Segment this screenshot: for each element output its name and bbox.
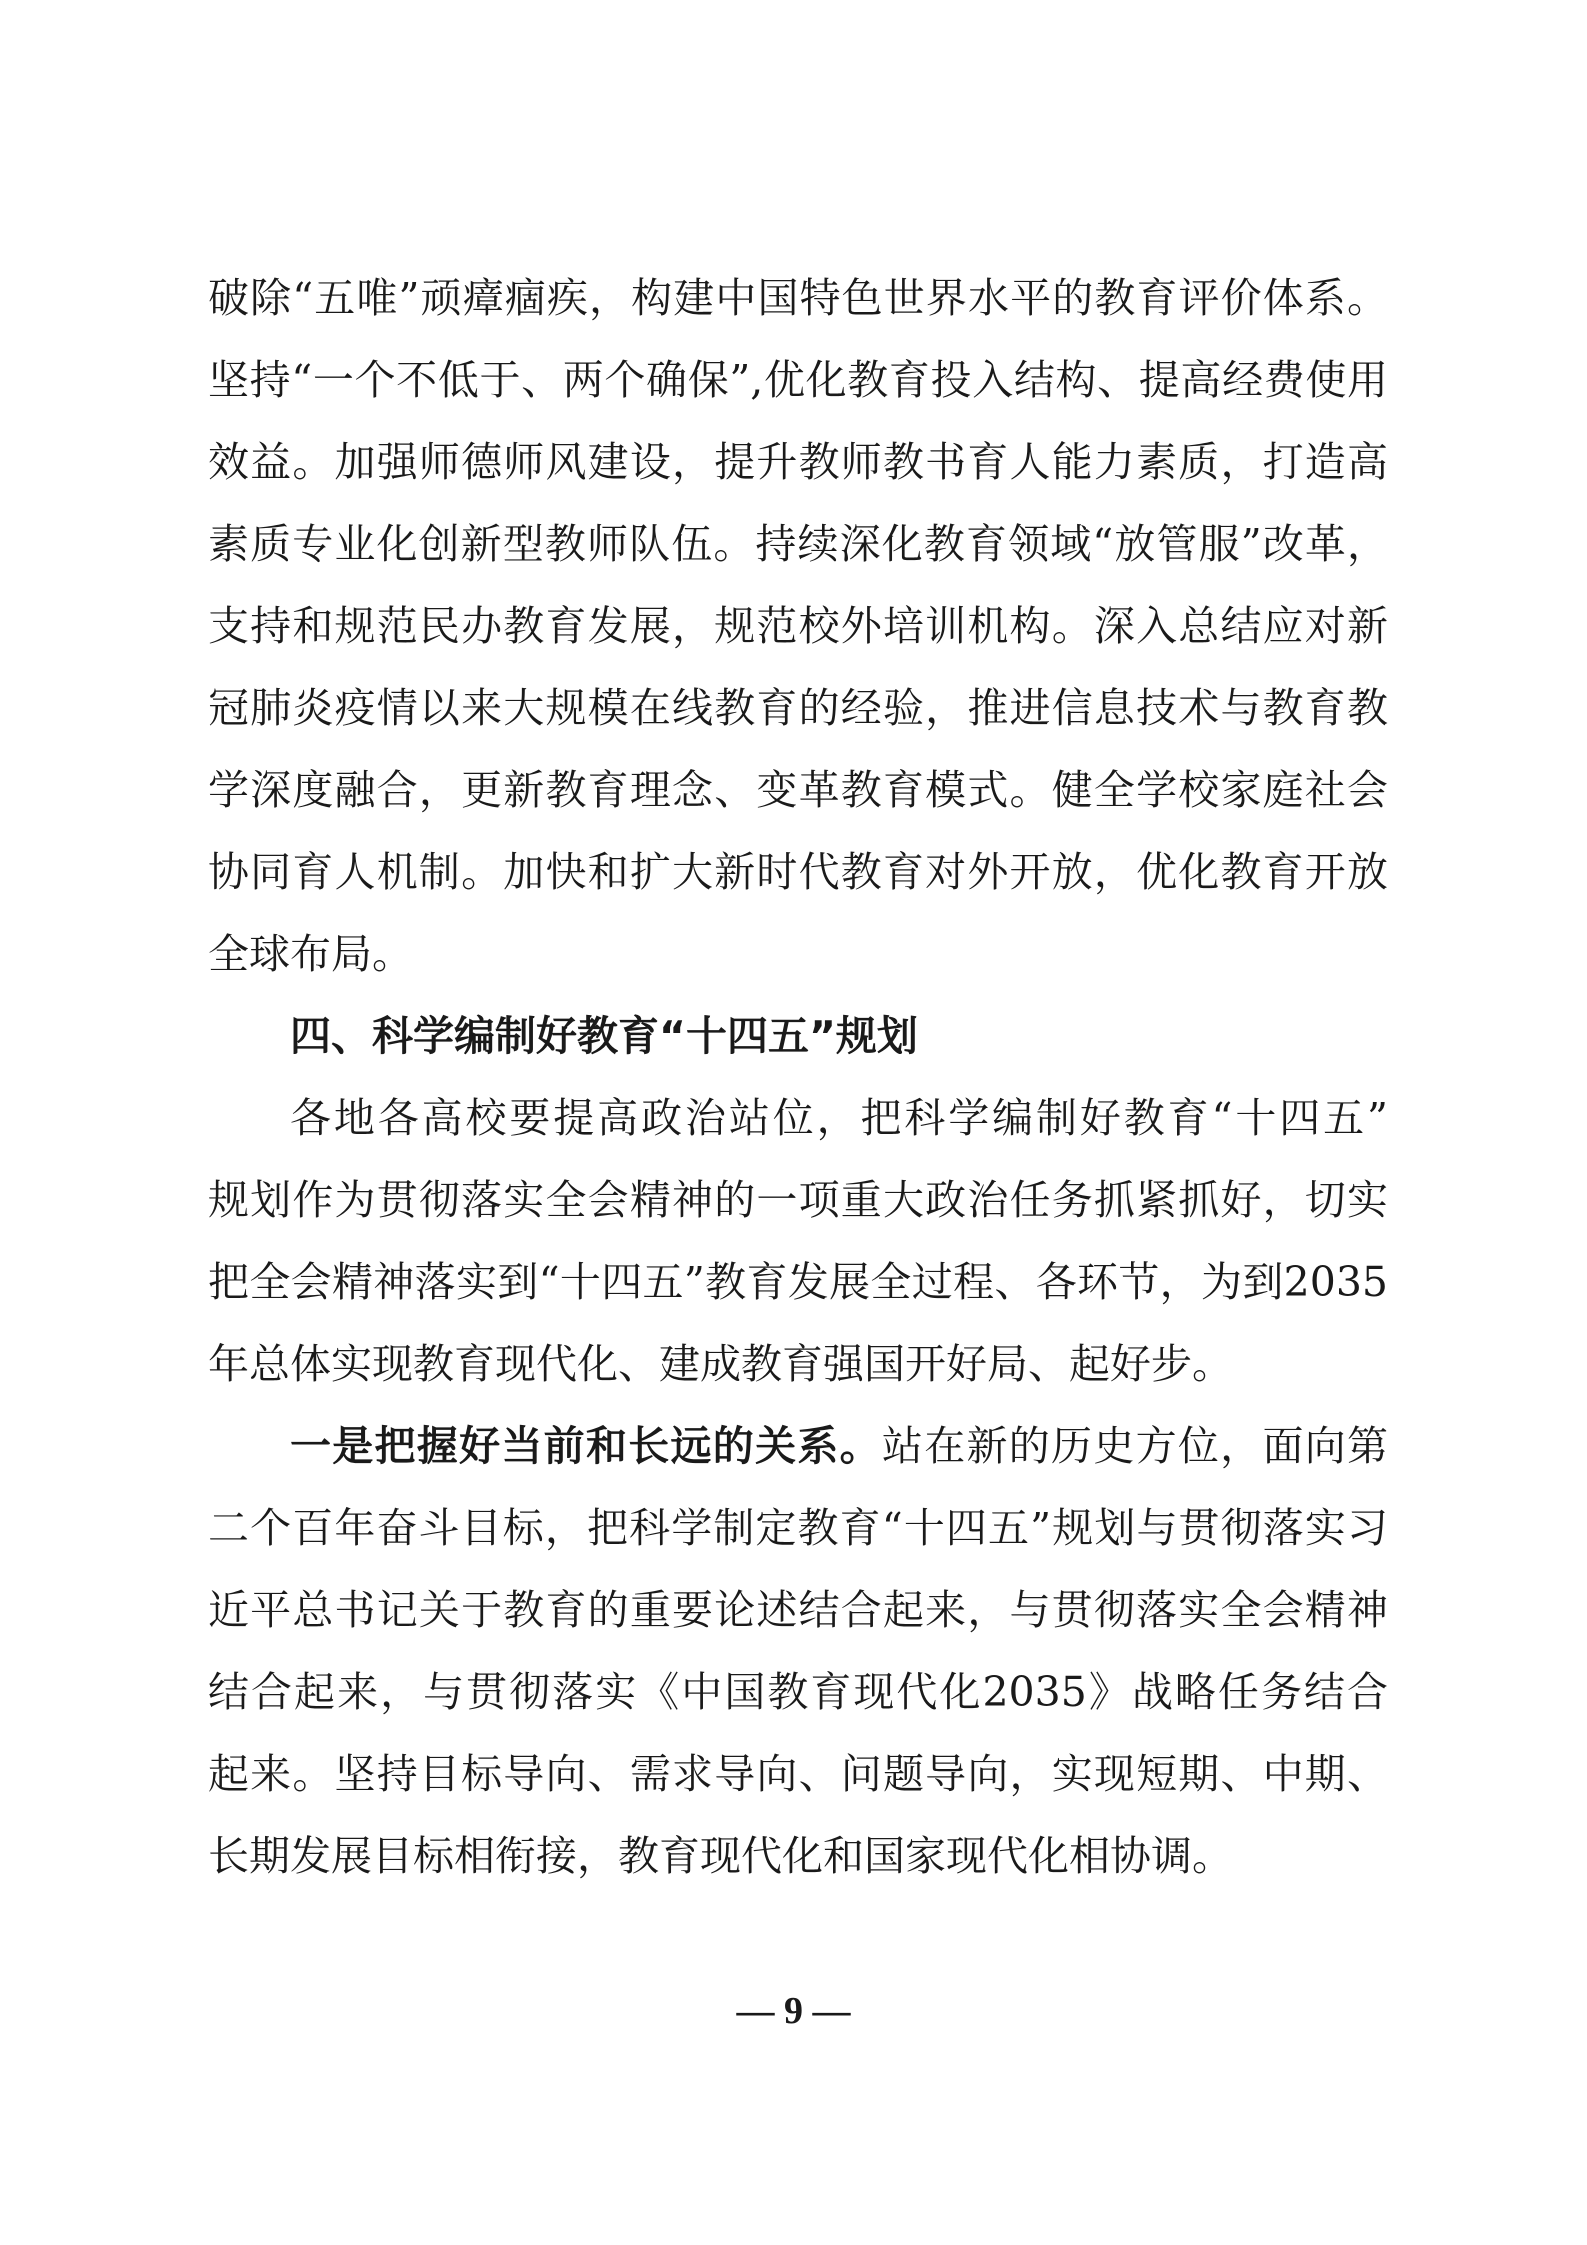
body-text-line: 学深度融合，更新教育理念、变革教育模式。健全学校家庭社会 (208, 766, 1388, 814)
body-text-line: 二个百年奋斗目标，把科学制定教育“十四五”规划与贯彻落实习 (208, 1504, 1388, 1552)
body-text-line: 近平总书记关于教育的重要论述结合起来，与贯彻落实全会精神 (208, 1586, 1388, 1634)
body-text-line: 把全会精神落实到“十四五”教育发展全过程、各环节，为到2035 (208, 1258, 1388, 1306)
body-text-line: 全球布局。 (208, 930, 413, 978)
body-text-line: 坚持“一个不低于、两个确保”,优化教育投入结构、提高经费使用 (208, 356, 1388, 404)
body-text-line: 破除“五唯”顽瘴痼疾，构建中国特色世界水平的教育评价体系。 (208, 274, 1388, 322)
section-heading: 四、科学编制好教育“十四五”规划 (290, 1012, 918, 1060)
body-text-line: 各地各高校要提高政治站位，把科学编制好教育“十四五” (290, 1094, 1388, 1142)
body-text-line: 年总体实现教育现代化、建成教育强国开好局、起好步。 (208, 1340, 1233, 1388)
body-text-line: 结合起来，与贯彻落实《中国教育现代化2035》战略任务结合 (208, 1668, 1388, 1716)
bold-lead-in: 一是把握好当前和长远的关系。 (290, 1422, 882, 1470)
body-text-line: 起来。坚持目标导向、需求导向、问题导向，实现短期、中期、 (208, 1750, 1388, 1798)
body-text-line: 效益。加强师德师风建设，提升教师教书育人能力素质，打造高 (208, 438, 1388, 486)
body-text-line (290, 1416, 1388, 1476)
body-text-line: 长期发展目标相衔接，教育现代化和国家现代化相协调。 (208, 1832, 1233, 1880)
page-number: — 9 — (736, 1990, 851, 2032)
body-text-line: 支持和规范民办教育发展，规范校外培训机构。深入总结应对新 (208, 602, 1388, 650)
body-text-line: 素质专业化创新型教师队伍。持续深化教育领域“放管服”改革， (208, 520, 1388, 568)
body-text-span: 站在新的历史方位，面向第 (881, 1422, 1389, 1470)
body-text-line: 协同育人机制。加快和扩大新时代教育对外开放，优化教育开放 (208, 848, 1388, 896)
body-text-line: 冠肺炎疫情以来大规模在线教育的经验，推进信息技术与教育教 (208, 684, 1388, 732)
body-text-line: 规划作为贯彻落实全会精神的一项重大政治任务抓紧抓好，切实 (208, 1176, 1388, 1224)
